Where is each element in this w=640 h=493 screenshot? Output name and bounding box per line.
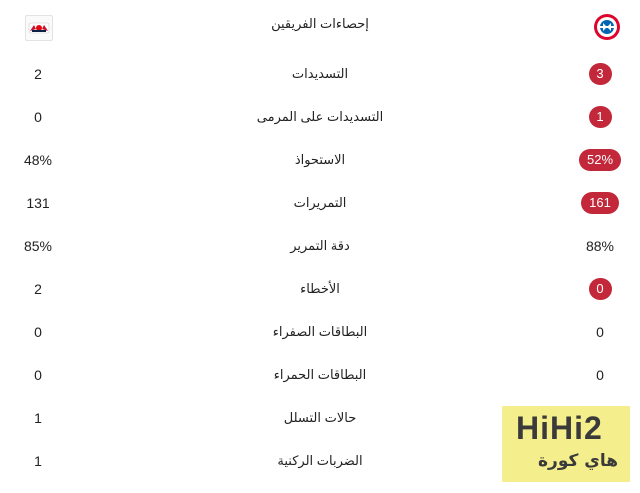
stats-title: إحصاءات الفريقين (271, 16, 369, 31)
stat-row-passes (0, 189, 640, 217)
home-value: 1 (34, 410, 42, 426)
site-watermark (502, 406, 630, 482)
home-value: 1 (34, 453, 42, 469)
away-value: 0 (596, 324, 604, 340)
home-value: 2 (34, 66, 42, 82)
away-value-cell (560, 63, 640, 85)
stat-label: البطاقات الحمراء (273, 367, 367, 382)
stat-label: البطاقات الصفراء (272, 324, 368, 339)
home-value: 85% (23, 238, 53, 254)
stat-label: الأخطاء (300, 281, 340, 296)
away-value-badge: 1 (589, 106, 612, 128)
away-value-badge: 3 (589, 63, 612, 85)
home-value: 0 (34, 324, 42, 340)
home-value: 2 (34, 281, 42, 297)
away-value-cell (560, 149, 640, 171)
stat-label: حالات التسلل (283, 410, 357, 425)
stat-row-red-cards (0, 361, 640, 389)
header-row (0, 10, 640, 38)
stat-row-pass-accuracy (0, 232, 640, 260)
home-value: 0 (34, 109, 42, 125)
away-team-logo (593, 13, 621, 41)
home-value: 48% (23, 152, 53, 168)
away-value-badge: 0 (589, 278, 612, 300)
stat-row-shots-on-target (0, 103, 640, 131)
watermark-brand: HiHi2 (516, 410, 603, 446)
away-value-cell (560, 106, 640, 128)
watermark-arabic: هاي كورة (538, 451, 619, 471)
away-value-badge: 52% (579, 149, 621, 171)
away-value: 88% (585, 238, 615, 254)
stat-row-shots (0, 60, 640, 88)
home-value: 131 (26, 195, 50, 211)
stat-row-yellow-cards (0, 318, 640, 346)
bayern-munich-crest-icon (593, 13, 621, 41)
away-value-cell (560, 278, 640, 300)
away-value: 0 (596, 367, 604, 383)
stat-label: التسديدات على المرمى (256, 109, 384, 124)
stat-row-fouls (0, 275, 640, 303)
stat-label: الضربات الركنية (277, 453, 363, 468)
stat-label: دقة التمرير (290, 238, 350, 253)
stat-row-possession (0, 146, 640, 174)
home-value: 0 (34, 367, 42, 383)
stat-label: التمريرات (293, 195, 347, 210)
stat-label: التسديدات (291, 66, 349, 81)
away-value-badge: 161 (581, 192, 619, 214)
away-value-cell (560, 192, 640, 214)
stat-label: الاستحواذ (294, 152, 346, 167)
